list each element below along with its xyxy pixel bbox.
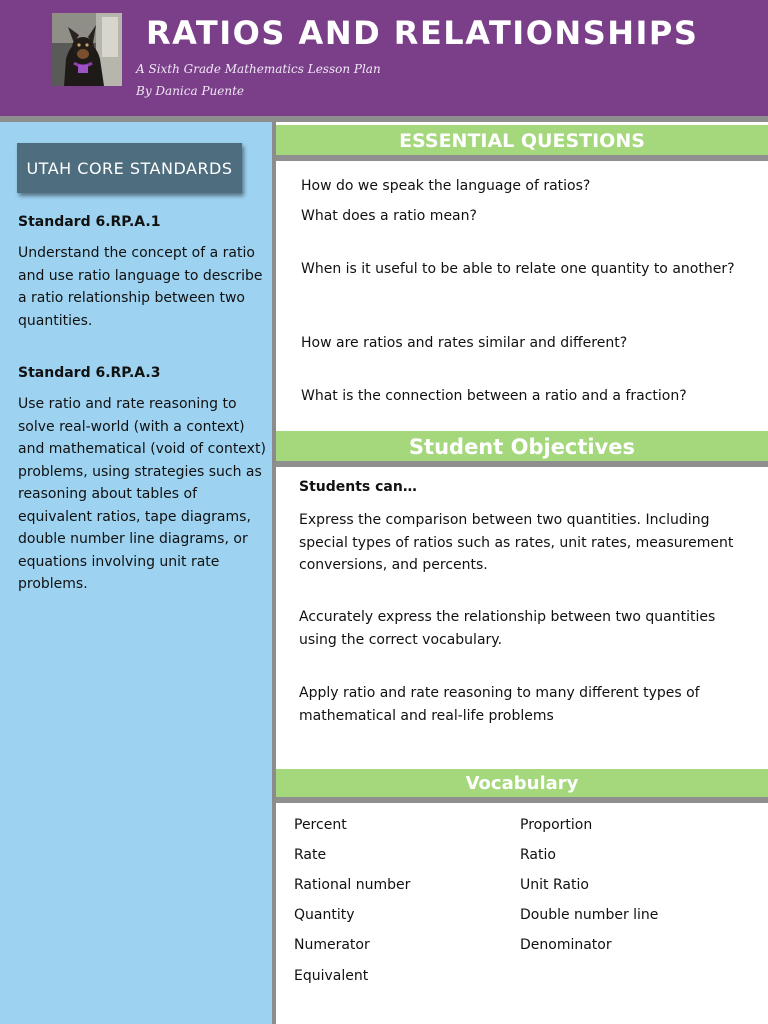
standard-text: Use ratio and rate reasoning to solve real-world (with a context) and mathematical (void of context) problems, using strategies such as reasoning about tables of equivalent ratios, tape diagrams, double number line diagrams, or equations involving unit rate problems. [18, 396, 266, 592]
essential-question: When is it useful to be able to relate one quantity to another? [301, 261, 735, 277]
standard-text: Understand the concept of a ratio and use ratio language to describe a ratio relationship between two quantities. [18, 245, 263, 329]
vocabulary-term: Proportion [520, 817, 593, 833]
page-subtitle: A Sixth Grade Mathematics Lesson Plan [136, 62, 381, 76]
vocabulary-term: Double number line [520, 907, 659, 923]
page-title: RATIOS AND RELATIONSHIPS [146, 14, 699, 52]
vocabulary-term: Denominator [520, 937, 612, 953]
essential-question: How are ratios and rates similar and different? [301, 335, 628, 351]
standards-heading-box: UTAH CORE STANDARDS [17, 143, 242, 193]
dog-photo-image [52, 13, 122, 86]
objective-item: Accurately express the relationship between two quantities using the correct vocabulary. [299, 609, 716, 648]
essential-questions-heading: ESSENTIAL QUESTIONS [276, 125, 768, 161]
column-shadow [272, 122, 276, 1024]
student-objectives-heading: Student Objectives [276, 431, 768, 467]
vocabulary-heading: Vocabulary [276, 769, 768, 803]
vocabulary-term: Rate [294, 847, 327, 863]
vocabulary-term: Ratio [520, 847, 556, 863]
essential-question: What does a ratio mean? [301, 208, 477, 224]
vocabulary-term: Quantity [294, 907, 355, 923]
vocabulary-term: Percent [294, 817, 347, 833]
standard-code: Standard 6.RP.A.1 [18, 214, 161, 230]
objective-item: Apply ratio and rate reasoning to many different types of mathematical and real-life problems [299, 685, 700, 724]
essential-question: What is the connection between a ratio and a fraction? [301, 388, 687, 404]
dog-photo [52, 13, 122, 86]
vocabulary-term: Unit Ratio [520, 877, 589, 893]
vocabulary-term: Equivalent [294, 968, 369, 984]
vocabulary-term: Numerator [294, 937, 370, 953]
author-line: By Danica Puente [136, 84, 244, 98]
objective-item: Express the comparison between two quantities. Including special types of ratios such as rates, unit rates, measurement conversions, and percents. [299, 512, 734, 573]
vocabulary-term: Rational number [294, 877, 411, 893]
essential-question: How do we speak the language of ratios? [301, 178, 591, 194]
standard-code: Standard 6.RP.A.3 [18, 365, 161, 381]
objectives-intro: Students can… [299, 479, 417, 495]
